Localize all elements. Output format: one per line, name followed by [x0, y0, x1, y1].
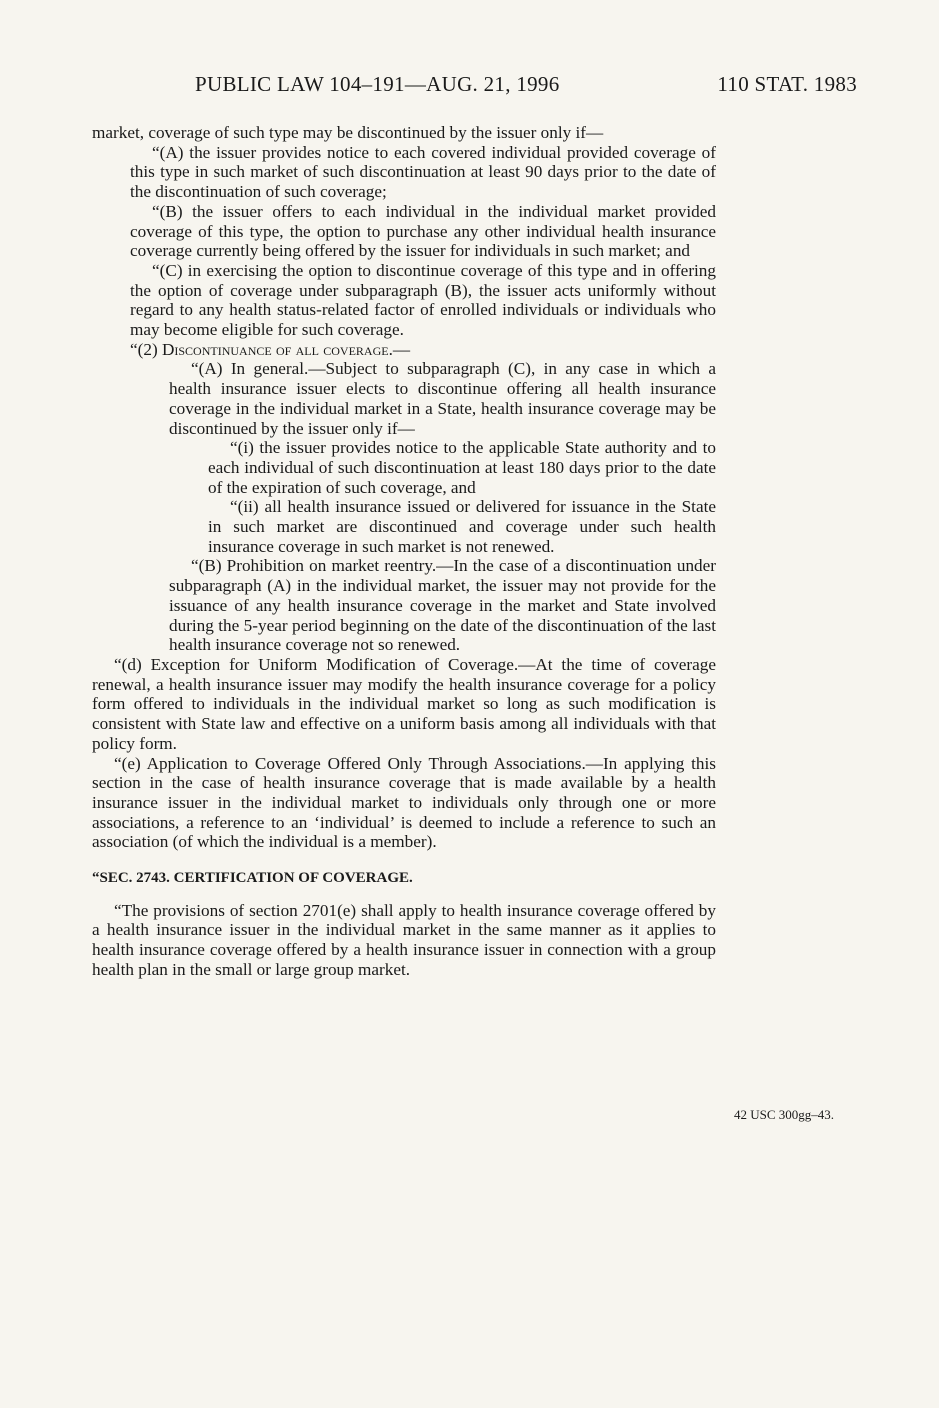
document-body: [92, 123, 716, 980]
statute-page: 110 STAT. 1983: [717, 72, 857, 96]
clause-A: “(A) the issuer provides notice to each covered individual provided coverage of this type in such market of such discontinuation at least 90 days prior to the date of the discontinuation of such coverage;: [130, 142, 716, 202]
clause-ii: “(ii) all health insurance issued or delivered for issuance in the State in such market are discontinued and coverage under such health insurance coverage in such market is not renewed.: [208, 497, 716, 556]
section-2743-text: “The provisions of section 2701(e) shall apply to health insurance coverage offered by a health insurance issuer in the individual market in the same manner as it applies to health insurance coverage offered by a health insurance issuer in connection with a group health plan in the small or large group market.: [92, 900, 716, 979]
subsection-e: “(e) Application to Coverage Offered Only Through Associations.—In applying this section in the case of health insurance coverage that is made available by a health insurance issuer in the individual market to individuals only through one or more associations, a reference to an ‘individual’ is deemed to include a reference to such an association (of which the individual is a member).: [92, 753, 716, 852]
law-title: PUBLIC LAW 104–191—AUG. 21, 1996: [195, 72, 560, 96]
clause-B: “(B) the issuer offers to each individual in the individual market provided coverage of this type, the option to purchase any other individual health insurance coverage currently being offered by the issuer for individuals in such market; and: [130, 201, 716, 261]
heading-discontinuance: “(2) Discontinuance of all coverage.—: [130, 339, 411, 359]
margin-citation: 42 USC 300gg–43.: [734, 1107, 835, 1122]
clause-C: “(C) in exercising the option to discontinue coverage of this type and in offering the option of coverage under subparagraph (B), the issuer acts uniformly without regard to any health status-related factor of enrolled individuals or individuals who may become eligible for such coverage.: [130, 260, 716, 340]
subsection-d: “(d) Exception for Uniform Modification of Coverage.—At the time of coverage renewal, a health insurance issuer may modify the health insurance coverage for a policy form offered to individuals in the individual market so long as such modification is consistent with State law and effective on a uniform basis among all individuals with that policy form.: [92, 654, 716, 753]
subpara-A-in-general: “(A) In general.—Subject to subparagraph (C), in any case in which a health insurance issuer elects to discontinue offering all health insurance coverage in the individual market in a State, health insurance coverage may be discontinued by the issuer only if—: [169, 359, 716, 438]
clause-i: “(i) the issuer provides notice to the applicable State authority and to each individual of such discontinuation at least 180 days prior to the date of the expiration of such coverage, and: [208, 438, 716, 497]
section-heading: “SEC. 2743. CERTIFICATION OF COVERAGE.: [92, 870, 413, 887]
paragraph-continuation: market, coverage of such type may be discontinued by the issuer only if—: [92, 123, 604, 142]
page-header: [195, 72, 857, 100]
subpara-B-prohibition: “(B) Prohibition on market reentry.—In the case of a discontinuation under subparagraph (A) in the individual market, the issuer may not provide for the issuance of any health insurance coverage in the market and State involved during the 5-year period beginning on the date of the discontinuation of the last health insurance coverage not so renewed.: [169, 556, 716, 655]
